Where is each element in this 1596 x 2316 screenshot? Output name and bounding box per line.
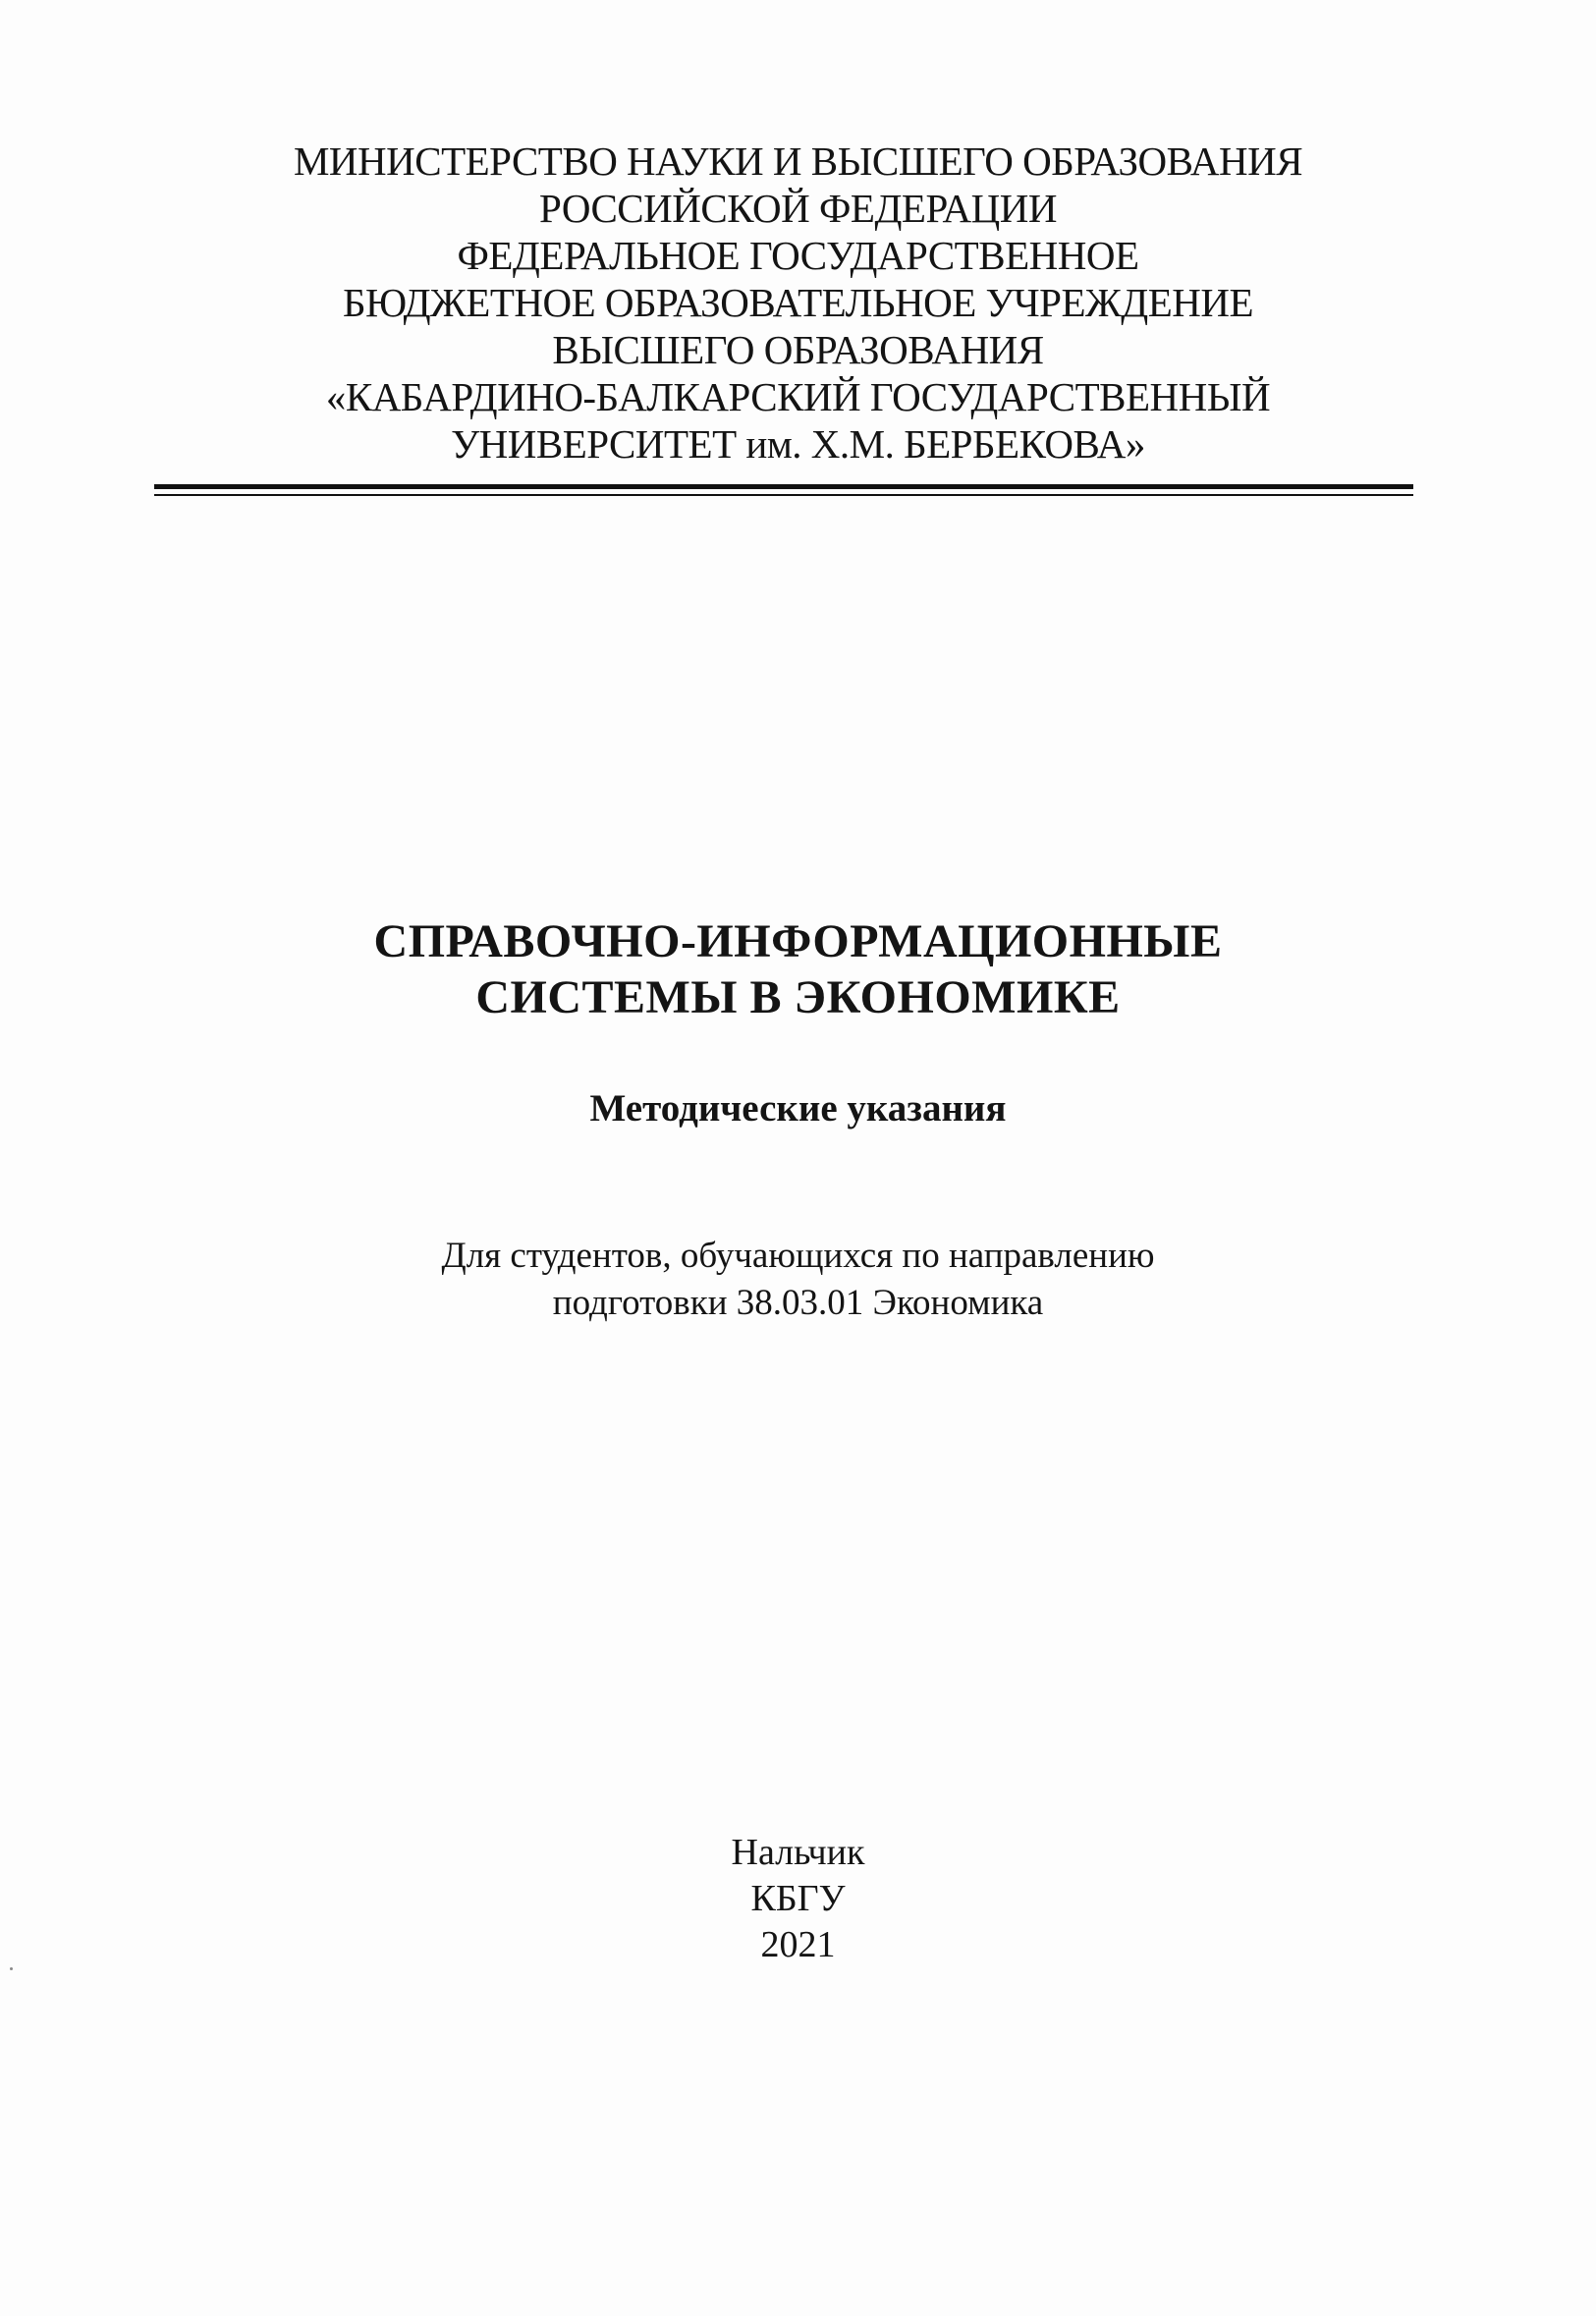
header-line: МИНИСТЕРСТВО НАУКИ И ВЫСШЕГО ОБРАЗОВАНИЯ [293, 138, 1303, 184]
header-line: ФЕДЕРАЛЬНОЕ ГОСУДАРСТВЕННОЕ [457, 233, 1139, 278]
header-line: УНИВЕРСИТЕТ им. Х.М. БЕРБЕКОВА» [451, 421, 1145, 467]
header-line: ВЫСШЕГО ОБРАЗОВАНИЯ [552, 327, 1044, 372]
imprint-publisher: КБГУ [750, 1878, 846, 1919]
divider-thick-line [154, 484, 1413, 489]
header-line: «КАБАРДИНО-БАЛКАРСКИЙ ГОСУДАРСТВЕННЫЙ [325, 374, 1271, 419]
header-divider [154, 484, 1413, 496]
imprint-city: Нальчик [731, 1832, 865, 1873]
audience-line: подготовки 38.03.01 Экономика [552, 1283, 1044, 1323]
title-line: СПРАВОЧНО-ИНФОРМАЦИОННЫЕ [373, 915, 1223, 967]
header-line: БЮДЖЕТНОЕ ОБРАЗОВАТЕЛЬНОЕ УЧРЕЖДЕНИЕ [342, 280, 1254, 325]
scan-speck [10, 1967, 13, 1970]
audience-line: Для студентов, обучающихся по направлению [441, 1236, 1155, 1276]
title-line: СИСТЕМЫ В ЭКОНОМИКЕ [475, 971, 1121, 1023]
imprint-year: 2021 [760, 1924, 836, 1965]
institution-header [0, 138, 1596, 468]
divider-thin-line [154, 494, 1413, 496]
publication-imprint [0, 1830, 1596, 1968]
document-subtitle: Методические указания [589, 1087, 1007, 1130]
document-title [0, 913, 1596, 1025]
header-line: РОССИЙСКОЙ ФЕДЕРАЦИИ [539, 186, 1057, 231]
target-audience [0, 1233, 1596, 1327]
